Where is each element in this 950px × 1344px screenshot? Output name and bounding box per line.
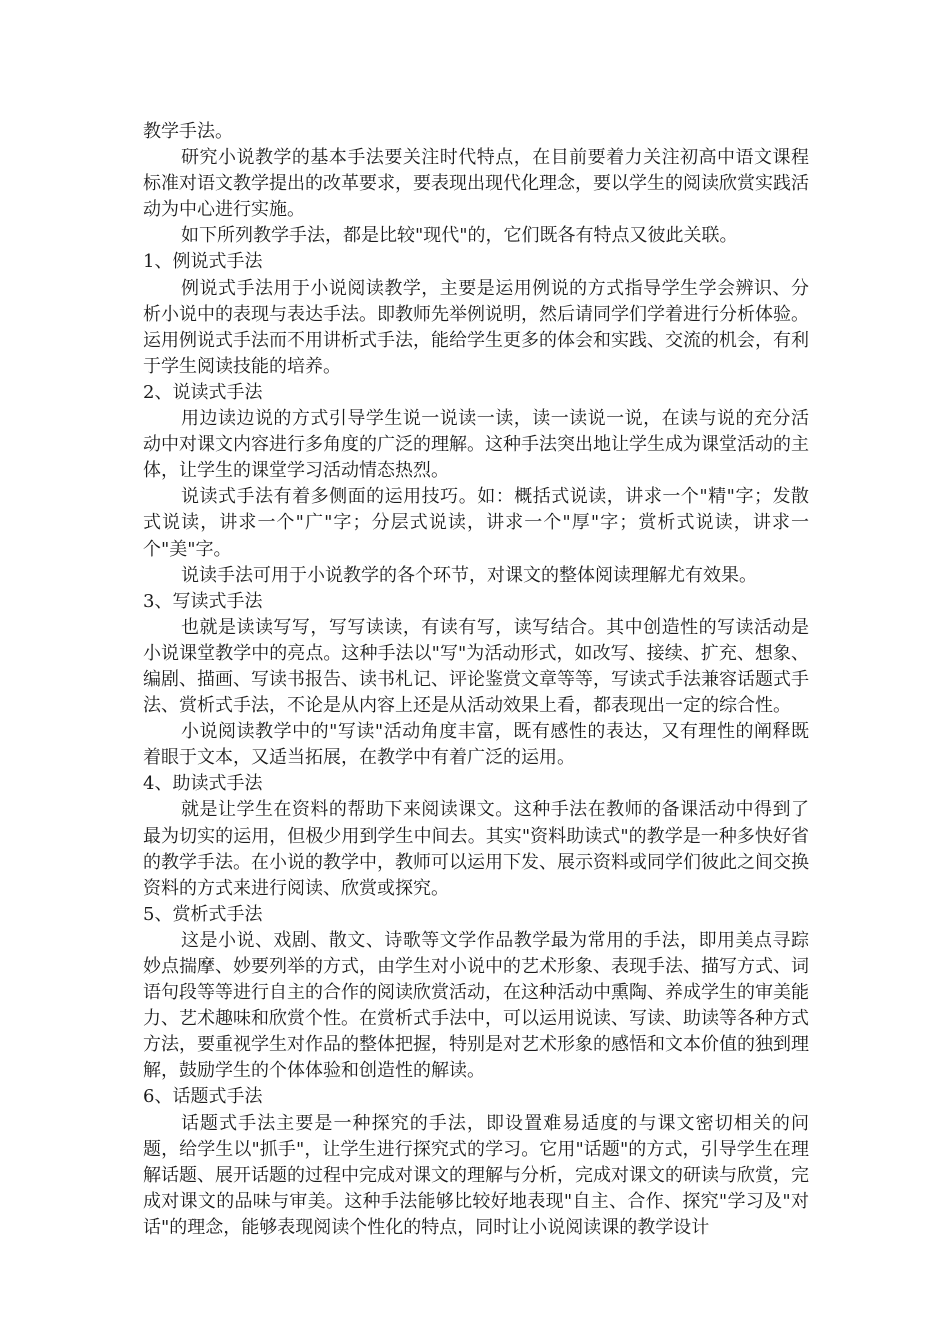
paragraph: 例说式手法用于小说阅读教学，主要是运用例说的方式指导学生学会辨识、分析小说中的表现与表达手法。即教师先举例说明，然后请同学们学着进行分析体验。运用例说式手法而不用讲析式手法，能给学生更多的体会和实践、交流的机会，有利于学生阅读技能的培养。 [143, 277, 809, 377]
paragraph: 说读式手法有着多侧面的运用技巧。如：概括式说读，讲求一个"精"字；发散式说读，讲求一个"广"字；分层式说读，讲求一个"厚"字；赏析式说读，讲求一个"美"字。 [143, 486, 809, 560]
document-body [143, 119, 809, 1241]
section-heading: 4、助读式手法 [143, 773, 263, 795]
section-heading: 3、写读式手法 [143, 590, 263, 612]
section-heading: 6、话题式手法 [143, 1086, 263, 1108]
paragraph: 如下所列教学手法，都是比较"现代"的，它们既各有特点又彼此关联。 [181, 225, 738, 247]
paragraph: 这是小说、戏剧、散文、诗歌等文学作品教学最为常用的手法，即用美点寻踪妙点揣摩、妙要列举的方式，由学生对小说中的艺术形象、表现手法、描写方式、词语句段等等进行自主的合作的阅读欣赏活动，在这种活动中熏陶、养成学生的审美能力、艺术趣味和欣赏个性。在赏析式手法中，可以运用说读、写读、助读等各种方式方法，要重视学生对作品的整体把握，特别是对艺术形象的感悟和文本价值的独到理解，鼓励学生的个体体验和创造性的解读。 [143, 929, 809, 1082]
section-heading: 2、说读式手法 [143, 381, 263, 403]
paragraph: 话题式手法主要是一种探究的手法，即设置难易适度的与课文密切相关的问题，给学生以"抓手"，让学生进行探究式的学习。它用"话题"的方式，引导学生在理解话题、展开话题的过程中完成对课文的理解与分析，完成对课文的研读与欣赏，完成对课文的品味与审美。这种手法能够比较好地表现"自主、合作、探究"学习及"对话"的理念，能够表现阅读个性化的特点，同时让小说阅读课的教学设计 [143, 1112, 809, 1238]
paragraph: 说读手法可用于小说教学的各个环节，对课文的整体阅读理解尤有效果。 [181, 564, 757, 586]
paragraph: 也就是读读写写，写写读读，有读有写，读写结合。其中创造性的写读活动是小说课堂教学中的亮点。这种手法以"写"为活动形式，如改写、接续、扩充、想象、编剧、描画、写读书报告、读书札记、评论鉴赏文章等等，写读式手法兼容话题式手法、赏析式手法，不论是从内容上还是从活动效果上看，都表现出一定的综合性。 [143, 616, 809, 717]
paragraph: 教学手法。 [143, 121, 233, 142]
section-heading: 5、赏析式手法 [143, 903, 263, 925]
paragraph: 研究小说教学的基本手法要关注时代特点，在目前要着力关注初高中语文课程标准对语文教学提出的改革要求，要表现出现代化理念，要以学生的阅读欣赏实践活动为中心进行实施。 [143, 147, 809, 221]
paragraph: 用边读边说的方式引导学生说一说读一读，读一读说一说，在读与说的充分活动中对课文内容进行多角度的广泛的理解。这种手法突出地让学生成为课堂活动的主体，让学生的课堂学习活动情态热烈。 [143, 408, 809, 482]
paragraph: 小说阅读教学中的"写读"活动角度丰富，既有感性的表达，又有理性的阐释既着眼于文本，又适当拓展，在教学中有着广泛的运用。 [143, 721, 809, 769]
paragraph: 就是让学生在资料的帮助下来阅读课文。这种手法在教师的备课活动中得到了最为切实的运用，但极少用到学生中间去。其实"资料助读式"的教学是一种多快好省的教学手法。在小说的教学中，教师可以运用下发、展示资料或同学们彼此之间交换资料的方式来进行阅读、欣赏或探究。 [143, 799, 809, 899]
section-heading: 1、例说式手法 [143, 251, 263, 273]
